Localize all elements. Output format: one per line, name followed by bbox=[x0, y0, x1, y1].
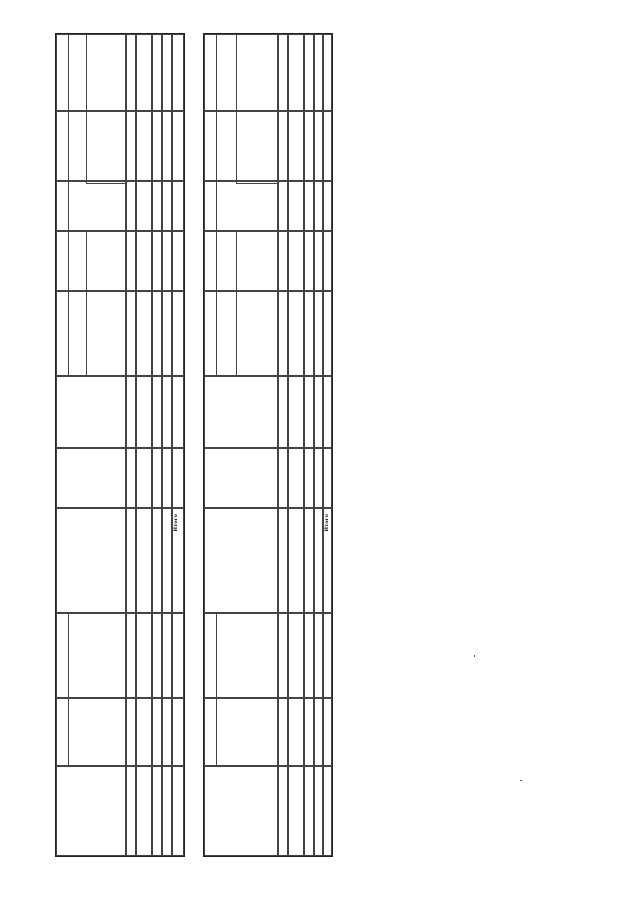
table2-data-row bbox=[288, 34, 304, 856]
table1-data-row bbox=[136, 34, 152, 856]
table1-total-row bbox=[162, 34, 172, 856]
table1-data-row bbox=[152, 34, 162, 856]
table1-total-label: Итого bbox=[173, 514, 179, 532]
scan-mark bbox=[474, 655, 475, 657]
table2 bbox=[203, 33, 333, 857]
table1-column-numbers-band bbox=[126, 34, 136, 856]
table1 bbox=[55, 33, 185, 857]
table2-total-label: Итого bbox=[324, 514, 330, 532]
table2-total-row bbox=[314, 34, 323, 856]
scan-mark bbox=[520, 780, 522, 781]
table2-column-numbers-band bbox=[278, 34, 288, 856]
table2-data-row bbox=[304, 34, 314, 856]
